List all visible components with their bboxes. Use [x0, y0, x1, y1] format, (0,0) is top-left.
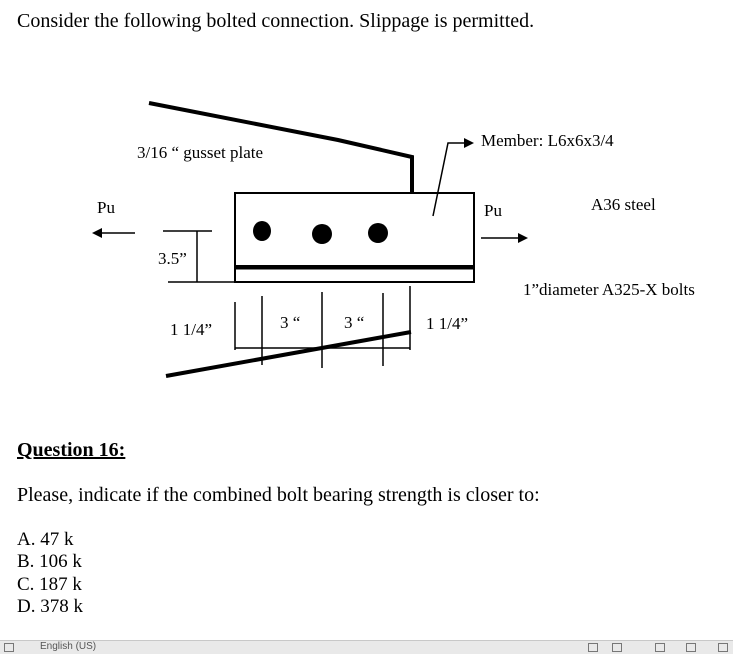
pu-right-arrowhead	[518, 233, 528, 243]
gusset-plate-label: 3/16 “ gusset plate	[137, 143, 264, 162]
member-label: Member: L6x6x3/4	[481, 131, 614, 150]
focus-view-icon[interactable]	[718, 643, 728, 652]
web-layout-icon[interactable]	[612, 643, 622, 652]
bolts-label: 1”diameter A325-X bolts	[523, 280, 695, 299]
question-title: Question 16:	[17, 439, 126, 461]
bolt-1	[253, 221, 271, 241]
spacing-2-label: 3 “	[344, 313, 365, 332]
member-pointer-arrowhead	[464, 138, 474, 148]
language-indicator[interactable]: English (US)	[40, 641, 97, 652]
option-d: D. 378 k	[17, 596, 83, 617]
pu-right-label: Pu	[484, 201, 502, 220]
proofing-icon[interactable]	[4, 643, 14, 652]
question-prompt: Please, indicate if the combined bolt bearing strength is closer to:	[17, 484, 540, 506]
edge-left-label: 1 1/4”	[170, 320, 213, 339]
option-c: C. 187 k	[17, 574, 82, 595]
bolt-3	[368, 223, 388, 243]
draft-view-icon[interactable]	[686, 643, 696, 652]
option-a: A. 47 k	[17, 529, 74, 550]
pu-left-arrowhead	[92, 228, 102, 238]
option-b: B. 106 k	[17, 551, 82, 572]
outline-view-icon[interactable]	[655, 643, 665, 652]
pu-left-label: Pu	[97, 198, 115, 217]
edge-right-label: 1 1/4”	[426, 314, 469, 333]
print-layout-icon[interactable]	[588, 643, 598, 652]
steel-label: A36 steel	[591, 195, 656, 214]
intro-text: Consider the following bolted connection. Slippage is permitted.	[17, 10, 535, 32]
gage-label: 3.5”	[158, 249, 187, 268]
bolt-2	[312, 224, 332, 244]
spacing-1-label: 3 “	[280, 313, 301, 332]
status-bar	[0, 640, 733, 654]
